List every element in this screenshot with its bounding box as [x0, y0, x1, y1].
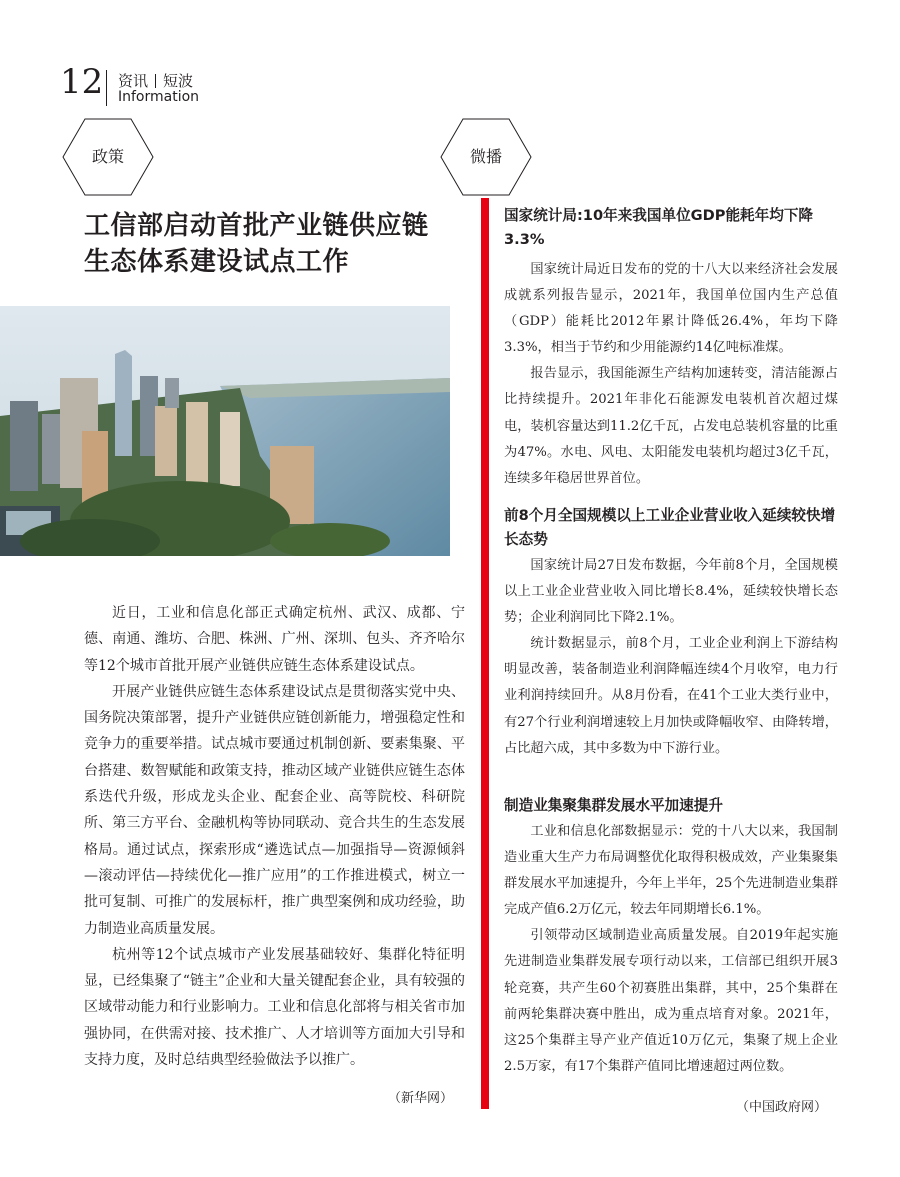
- right-column-source: （中国政府网）: [736, 1100, 828, 1115]
- policy-tag: [62, 118, 154, 196]
- news-body: [504, 553, 838, 762]
- news-paragraph: 国家统计局27日发布数据，今年前8个月，全国规模以上工业企业营业收入同比增长8.4%，延续较快增长态势；企业利润同比下降2.1%。: [504, 558, 838, 626]
- section-label: [118, 70, 193, 91]
- main-paragraph: 开展产业链供应链生态体系建设试点是贯彻落实党中央、国务院决策部署，提升产业链供应链创新能力，增强稳定性和竞争力的重要举措。试点城市要通过机制创新、要素集聚、平台搭建、数智赋能和政策支持，推动区域产业链供应链生态体系迭代升级，形成龙头企业、配套企业、高等院校、科研院所、第三方平台、金融机构等协同联动、竞合共生的生态发展格局。通过试点，探索形成“遴选试点—加强指导—资源倾斜—滚动评估—持续优化—推广应用”的工作推进模式，树立一批可复制、可推广的发展标杆，推广典型案例和成功经验，助力制造业高质量发展。: [84, 683, 465, 937]
- section-cn: 资讯: [118, 72, 149, 90]
- news-body: [504, 819, 838, 1080]
- broadcast-tag: [440, 118, 532, 196]
- news-title: 前8个月全国规模以上工业企业营业收入延续较快增长态势: [504, 507, 836, 548]
- news-body: [504, 257, 838, 492]
- red-column-rule: [481, 198, 489, 1109]
- section-separator: [155, 74, 156, 88]
- news-title: 制造业集聚集群发展水平加速提升: [504, 797, 723, 814]
- main-article-source: （新华网）: [388, 1091, 454, 1106]
- news-title: 国家统计局:10年来我国单位GDP能耗年均下降3.3%: [504, 207, 814, 248]
- city-skyline-photo: [0, 306, 450, 556]
- main-article-body: [84, 600, 465, 1073]
- news-paragraph: 国家统计局近日发布的党的十八大以来经济社会发展成就系列报告显示，2021年，我国单位国内生产总值（GDP）能耗比2012年累计降低26.4%，年均下降3.3%，相当于节约和少用能源约14亿吨标准煤。: [504, 262, 838, 356]
- policy-tag-label: 政策: [91, 147, 124, 166]
- page-number: 12: [60, 62, 104, 102]
- news-item-energy: [504, 204, 838, 492]
- news-paragraph: 报告显示，我国能源生产结构加速转变，清洁能源占比持续提升。2021年非化石能源发电装机首次超过煤电，装机容量达到11.2亿千瓦，占发电总装机容量的比重为47%。水电、风电、太阳能发电装机均超过3亿千瓦，连续多年稳居世界首位。: [504, 366, 838, 486]
- news-item-manufacturing-clusters: [504, 794, 838, 1080]
- news-item-industry-revenue: [504, 504, 838, 762]
- section-en: Information: [118, 89, 200, 105]
- main-paragraph: 近日，工业和信息化部正式确定杭州、武汉、成都、宁德、南通、潍坊、合肥、株洲、广州、深圳、包头、齐齐哈尔等12个城市首批开展产业链供应链生态体系建设试点。: [84, 605, 465, 674]
- subsection-cn: 短波: [163, 72, 194, 90]
- main-article-title: 工信部启动首批产业链供应链生态体系建设试点工作: [84, 211, 429, 277]
- broadcast-tag-label: 微播: [469, 147, 502, 166]
- news-paragraph: 统计数据显示，前8个月，工业企业利润上下游结构明显改善，装备制造业利润降幅连续4个月收窄，电力行业利润持续回升。从8月份看，在41个工业大类行业中，有27个行业利润增速较上月加快或降幅收窄、由降转增，占比超六成，其中多数为中下游行业。: [504, 636, 838, 756]
- main-paragraph: 杭州等12个试点城市产业发展基础较好、集群化特征明显，已经集聚了“链主”企业和大量关键配套企业，具有较强的区域带动能力和行业影响力。工业和信息化部将与相关省市加强协同，在供需对接、技术推广、人才培训等方面加大引导和支持力度，及时总结典型经验做法予以推广。: [84, 946, 465, 1069]
- news-paragraph: 工业和信息化部数据显示：党的十八大以来，我国制造业重大生产力布局调整优化取得积极成效，产业集聚集群发展水平加速提升，今年上半年，25个先进制造业集群完成产值6.2万亿元，较去年同期增长6.1%。: [504, 824, 838, 918]
- header-divider: [106, 70, 107, 106]
- news-paragraph: 引领带动区域制造业高质量发展。自2019年起实施先进制造业集群发展专项行动以来，工信部已组织开展3轮竞赛，共产生60个初赛胜出集群，其中，25个集群在前两轮集群决赛中胜出，成为重点培育对象。2021年，这25个集群主导产业产值近10万亿元，集聚了规上企业2.5万家，有17个集群产值同比增速超过两位数。: [504, 928, 838, 1074]
